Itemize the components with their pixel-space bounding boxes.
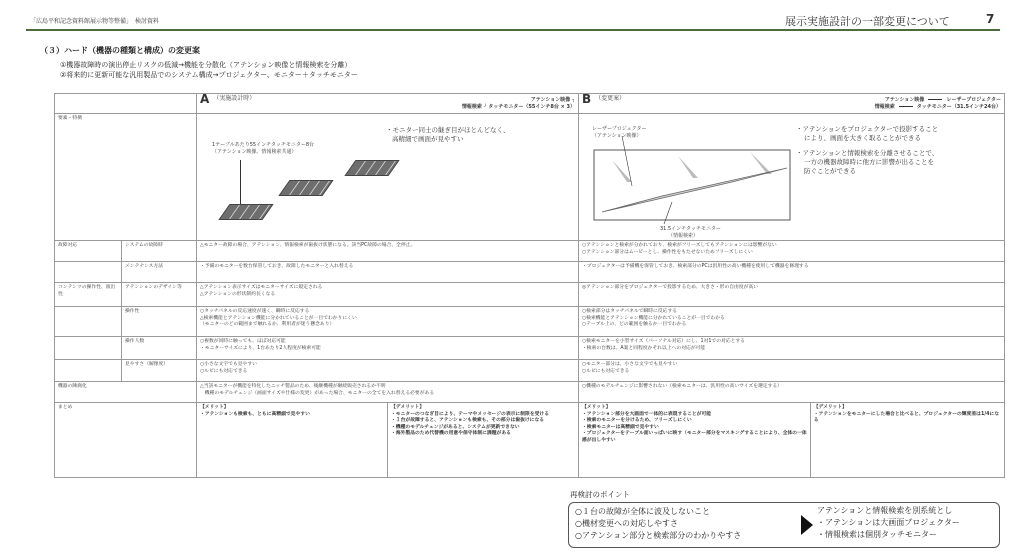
row-subcategory: メンテナンス方法 xyxy=(122,262,197,283)
review-box xyxy=(568,502,1000,548)
review-item: ○アテンション部分と検索部分のわかりやすさ xyxy=(575,531,742,540)
plan-b-cell: ○モニター部分は、小さな文字でも見やすい ○ルビにも対応できる xyxy=(579,360,1005,382)
point-2: ②将来的に更新可能な汎用製品でのシステム構成→プロジェクター、モニター＋タッチモニター xyxy=(60,71,358,79)
plan-b-merit xyxy=(579,403,811,477)
plan-b-cell: ○検索モニターを小型サイズ（パーソナル対応）にし、1対1での対応とする ・検索の台数は、A案と同程度かそれ以上への対応が可能 xyxy=(579,337,1005,360)
plan-a-cell: △当該モニターが機能を特化したニッチ製品のため、後継機種が継続販売されるか不明 機種のモデルチェンジ（画面サイズや仕様の変更）があった場合、モニターの全てを入れ替える必要がある xyxy=(197,382,579,403)
plan-a-illus-label-2: （アテンション映像、情報検索共通） xyxy=(212,149,297,155)
point-1: ①機器故障時の演出停止リスクの低減→機能を分散化（アテンション映像と情報検索を分離） xyxy=(60,61,352,69)
plan-b-note-4: 一方の機器故障時に他方に影響が出ることを xyxy=(804,158,934,166)
plan-b-touch-label-2: （情報検索） xyxy=(668,233,699,239)
table-row xyxy=(55,382,1005,403)
page-header xyxy=(0,0,1024,30)
plan-a-cell: ・予備のモニターを数台保管しておき、故障したモニターと入れ替える xyxy=(197,262,579,283)
plan-b-demerit-title: 【デメリット】 xyxy=(813,405,847,410)
plan-b-illustration xyxy=(582,116,1001,238)
row-category xyxy=(55,337,122,360)
plan-a-leader-line xyxy=(240,160,241,204)
plan-a-merit xyxy=(197,403,388,477)
table-row xyxy=(55,262,1005,283)
review-item: ○機材変更への対応しやすさ xyxy=(575,519,678,528)
plan-b-projector-label-2: （アテンション映像） xyxy=(592,133,642,139)
plan-b-summary-cell xyxy=(579,403,1005,478)
summary-row xyxy=(55,403,1005,478)
review-title: 再検討のポイント xyxy=(570,490,630,499)
touch-monitor-table-2 xyxy=(278,180,333,196)
plan-a-merit-text: ・アテンションも検索も、ともに高精細で見やすい xyxy=(200,411,310,417)
table-row xyxy=(55,283,1005,307)
plan-a-illustration xyxy=(200,116,575,238)
row-category xyxy=(55,262,122,283)
plan-b-header xyxy=(579,94,1005,114)
plan-b-spec-search-device: タッチモニター（31.5インチ24台） xyxy=(916,104,1001,110)
header-rule xyxy=(26,29,1000,31)
review-summary-3: ・情報検索は個別タッチモニター xyxy=(817,530,937,539)
page-title: （３）ハード（機器の種類と構成）の変更案 xyxy=(40,46,200,55)
plan-b-demerit-text: ・アテンションをモニターにした場合と比べると、プロジェクターの輝度差は1/4になる xyxy=(813,411,1000,423)
plan-b-merit-text: ・アテンション部分を大画面で一体的に表現することが可能 ・検索のモニターを分けるため、フリーズしにくい ・検索モニターは高精細で見やすい ・プロジェクターをテーブル面いっぱいに映す（モニター部分をマスキングすることにより、全体の一体感が出しやすい xyxy=(582,411,807,443)
plan-a-letter: A xyxy=(200,93,210,106)
plan-b-note-3: ・アテンションと情報検索を分離させることで、 xyxy=(796,149,939,157)
plan-a-note-2: 高精細で画面が見やすい xyxy=(392,135,464,143)
review-summary-1: アテンションと情報検索を別系統とし xyxy=(817,506,953,515)
header-blank-cell xyxy=(55,94,197,114)
page-number: 7 xyxy=(986,12,995,26)
plan-a-demerit-text: ・モニターのつなぎ目により、テーマやメッセージの表示に制限を受ける ・１台が故障すると、アテンションも検索も、その部分は歯抜けになる ・機種のモデルチェンジがあると、システムが更新できない ・海外製品のため代替機の用意や保守体制に課題がある xyxy=(391,411,550,436)
table-row xyxy=(55,337,1005,360)
review-summary-2: ・アテンションは大画面プロジェクター xyxy=(817,518,960,527)
plan-b-letter: B xyxy=(582,93,592,106)
row-category: 故障対応 xyxy=(55,241,122,262)
comparison-table xyxy=(54,93,1005,478)
plan-b-cell: ◎アテンション部分をプロジェクターで投影するため、大きさ・形の自由度が高い xyxy=(579,283,1005,307)
plan-a-spec-attention: アテンション映像 xyxy=(530,97,571,103)
row-subcategory: 操作人数 xyxy=(122,337,197,360)
plan-a-cell: △モニター故障の場合、アテンション、情報検索が歯抜け状態になる。該当PC故障の場合、全停止。 xyxy=(197,241,579,262)
plan-b-illustration-cell xyxy=(579,114,1005,241)
table-row xyxy=(55,360,1005,382)
plan-a-demerit-title: 【デメリット】 xyxy=(391,405,425,410)
row-category: 機器の陳腐化 xyxy=(55,382,197,403)
table-row xyxy=(55,241,1005,262)
features-row xyxy=(55,114,1005,241)
plan-b-note-2: により、画面を大きく取ることができる xyxy=(804,134,921,142)
plan-b-demerit xyxy=(811,403,1004,477)
table-header-row xyxy=(55,94,1005,114)
change-points xyxy=(60,60,358,80)
plan-b-spec xyxy=(875,97,1001,111)
touch-monitor-table-1 xyxy=(218,204,273,220)
plan-b-projector-label-1: レーザープロジェクター xyxy=(592,126,647,132)
row-subcategory: アテンションのデザイン等 xyxy=(122,283,197,307)
plan-a-summary-cell xyxy=(197,403,579,478)
table-row xyxy=(55,307,1005,337)
plan-a-merit-title: 【メリット】 xyxy=(200,405,229,410)
plan-b-label: （変更案） xyxy=(595,95,626,102)
row-category: まとめ xyxy=(55,403,197,478)
plan-b-spec-attention: アテンション映像 xyxy=(884,97,925,103)
plan-b-note-1: ・アテンションをプロジェクターで投影すること xyxy=(796,125,939,133)
row-category xyxy=(55,360,122,382)
plan-b-cell: ○機種のモデルチェンジに影響されない（検索モニターは、汎用性の高いサイズを選定する） xyxy=(579,382,1005,403)
plan-a-header xyxy=(197,94,579,114)
plan-a-illustration-cell xyxy=(197,114,579,241)
plan-a-demerit xyxy=(388,403,578,477)
plan-b-note-5: 防ぐことができる xyxy=(804,167,856,175)
projector-table-drawing xyxy=(582,116,792,238)
plan-a-spec: アテンション映像 ┐ 情報検索 ┘ タッチモニター（55インチ8台 × 3） xyxy=(461,97,575,110)
plan-b-touch-label-1: 31.5インチタッチモニター xyxy=(660,226,721,232)
row-subcategory: 操作性 xyxy=(122,307,197,337)
row-category: 要素・特徴 xyxy=(55,114,197,241)
plan-a-spec-search: 情報検索 xyxy=(461,104,482,110)
plan-b-spec-search: 情報検索 xyxy=(874,104,895,110)
plan-b-cell: ○検索部分はタッチパネルで瞬時に反応する ○検索機能とアテンション機能に分かれていることが一目でわかる ○テーブル上の、どの範囲を触るか一目でわかる xyxy=(579,307,1005,337)
touch-monitor-table-3 xyxy=(344,160,399,176)
plan-a-note-1: ・モニター同士の継ぎ目がほとんどなく、 xyxy=(386,126,510,134)
plan-a-spec-device: タッチモニター（55インチ8台 × 3） xyxy=(488,104,575,110)
plan-b-cell: ○アテンションと検索が分かれており、検索がフリーズしてもアテンションには影響がない ○アテンション部分はムービーとし、操作性をもたせないためフリーズしにくい xyxy=(579,241,1005,262)
plan-b-merit-title: 【メリット】 xyxy=(582,405,611,410)
row-category: コンテンツの操作性、演出性 xyxy=(55,283,122,307)
arrow-right-icon xyxy=(801,515,813,535)
plan-a-illus-label-1: 1テーブルあたり55インチタッチモニター8台 xyxy=(212,142,315,148)
plan-a-cell: ○複数が同時に触っても、ほぼ対応可能 ・モニターサイズにより、1台あたり2人程度が検索可能 xyxy=(197,337,579,360)
document-name: 「広島平和記念資料館展示物等整備」 検討資料 xyxy=(30,18,160,25)
review-summary xyxy=(817,505,960,541)
section-title: 展示実施設計の一部変更について xyxy=(785,15,950,28)
row-subcategory: 見やすさ（解像度） xyxy=(122,360,197,382)
plan-b-spec-attention-device: レーザープロジェクター xyxy=(946,97,1001,103)
plan-a-cell: ○小さな文字でも見やすい ○ルビにも対応できる xyxy=(197,360,579,382)
plan-a-label: （実施設計時） xyxy=(213,95,256,102)
review-items xyxy=(575,506,741,542)
review-item: ○１台の故障が全体に波及しないこと xyxy=(575,507,710,516)
plan-b-cell: ・プロジェクターは予備機を保管しておき、検索部分のPCは汎用性の高い機種を使用して機器を修理する xyxy=(579,262,1005,283)
plan-a-cell: ○タッチパネルの反応速度が速く、瞬時に反応する △検索機能とアテンション機能に分かれていることが一目でわかりにくい （モニターのどの範囲まで触れるか、利用者が迷う懸念あり） xyxy=(197,307,579,337)
row-subcategory: システムの故障時 xyxy=(122,241,197,262)
row-category xyxy=(55,307,122,337)
plan-a-cell: △アテンション表示サイズはモニターサイズに規定される △アテンションの形状制約長くなる xyxy=(197,283,579,307)
